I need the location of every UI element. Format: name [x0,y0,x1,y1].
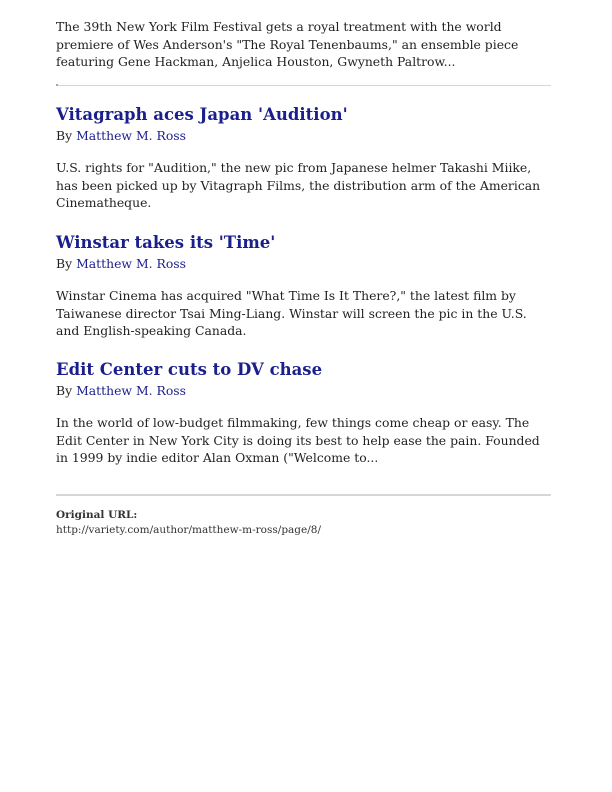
footer [56,508,551,538]
article-headline[interactable]: Edit Center cuts to DV chase [56,360,323,379]
author-link[interactable]: Matthew M. Ross [76,256,187,271]
article-excerpt: Winstar Cinema has acquired "What Time Is It There?," the latest film by Taiwanese director Tsai Ming-Liang. Winstar will screen the pic in the U.S. and English-speaking Canada. [56,288,527,339]
article-item [56,105,551,212]
original-url[interactable]: http://variety.com/author/matthew-m-ross/page/8/ [56,524,321,536]
article-byline [56,255,551,272]
author-link[interactable]: Matthew M. Ross [76,128,187,143]
article-byline [56,127,551,144]
article-item [56,360,551,467]
article-excerpt: In the world of low-budget filmmaking, few things come cheap or easy. The Edit Center in New York City is doing its best to help ease the pain. Founded in 1999 by indie editor Alan Oxman ("Welcome to... [56,415,540,466]
original-url-label: Original URL: [56,509,138,521]
divider-marker [56,84,58,86]
article-byline [56,382,551,399]
footer-divider [56,494,551,496]
byline-prefix: By [56,256,73,271]
article-item [56,233,551,340]
intro-excerpt: The 39th New York Film Festival gets a royal treatment with the world premiere of Wes Anderson's "The Royal Tenenbaums," an ensemble piece featuring Gene Hackman, Anjelica Houston, Gwyneth Paltrow... [56,19,519,70]
author-link[interactable]: Matthew M. Ross [76,383,187,398]
article-excerpt: U.S. rights for "Audition," the new pic from Japanese helmer Takashi Miike, has been picked up by Vitagraph Films, the distribution arm of the American Cinematheque. [56,160,541,211]
article-headline[interactable]: Vitagraph aces Japan 'Audition' [56,105,348,124]
byline-prefix: By [56,383,73,398]
article-headline[interactable]: Winstar takes its 'Time' [56,233,276,252]
divider [56,85,551,86]
byline-prefix: By [56,128,73,143]
